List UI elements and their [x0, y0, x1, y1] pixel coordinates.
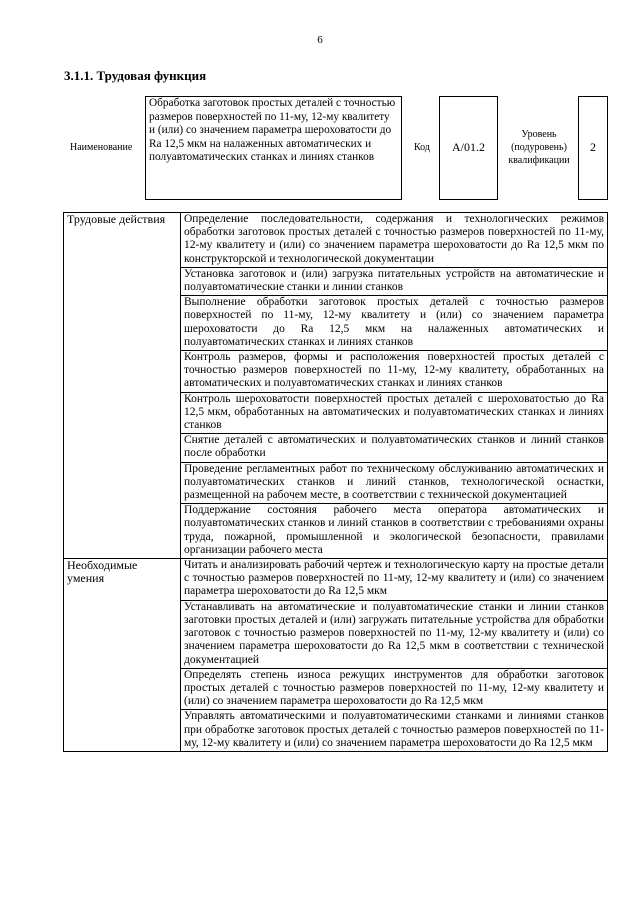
item-cell: Контроль размеров, формы и расположения поверхностей простых деталей с точностью размеров поверхностей по 11-му, 12-му квалитету, обработанных на автоматических и полуавтоматических станках и линиях станков	[181, 351, 608, 393]
item-cell: Определять степень износа режущих инструментов для обработки заготовок простых деталей с точностью размеров поверхностей по 11-му, 12-му квалитету и (или) со значением параметра шероховатости до Ra 12,5 мкм	[181, 668, 608, 710]
item-cell: Выполнение обработки заготовок простых деталей с точностью размеров поверхностей по 11-му, 12-му квалитету и (или) со значением параметра шероховатости до Ra 12,5 мкм на налаженных автоматических и полуавтоматических станках и линиях станков	[181, 296, 608, 351]
item-cell: Управлять автоматическими и полуавтоматическими станками и линиями станков при обработке заготовок простых деталей с точностью размеров поверхностей по 11-му, 12-му квалитету и (или) со значением параметра шероховатости до Ra 12,5 мкм	[181, 710, 608, 752]
item-cell: Устанавливать на автоматические и полуавтоматические станки и линии станков заготовки простых деталей и (или) загружать питательные устройства для обработки заготовок с точностью размеров поверхностей по 11-му, 12-му квалитету и (или) со значением параметра шероховатости до Ra 12,5 мкм в соответствии с технической документацией	[181, 600, 608, 668]
code-value: А/01.2	[439, 96, 498, 200]
item-cell: Поддержание состояния рабочего места оператора автоматических и полуавтоматических станков и линий станков в соответствии с требованиями охраны труда, пожарной, промышленной и экологической безопасности, правилами организации рабочего места	[181, 504, 608, 559]
item-cell: Установка заготовок и (или) загрузка питательных устройств на автоматические и полуавтоматические станки и линии станков	[181, 267, 608, 295]
level-label: Уровень (подуровень) квалификации	[508, 129, 570, 166]
item-cell: Определение последовательности, содержания и технологических режимов обработки заготовок простых деталей с точностью размеров поверхностей по 11-му, 12-му квалитету и (или) со значением параметра шероховатости до Ra 12,5 мкм по конструкторской и технологической документации	[181, 213, 608, 268]
item-cell: Проведение регламентных работ по техническому обслуживанию автоматических и полуавтоматических станков и линий станков, технологической оснастки, размещенной на рабочем месте, в соответствии с технической документацией	[181, 462, 608, 504]
level-value: 2	[578, 96, 608, 200]
table-row	[64, 559, 608, 601]
item-cell: Снятие деталей с автоматических и полуавтоматических станков и линий станков после обработки	[181, 434, 608, 462]
page-number: 6	[317, 34, 323, 46]
category-cell: Необходимые умения	[64, 559, 181, 752]
function-table-body	[64, 213, 608, 752]
function-table	[63, 212, 608, 752]
function-title: Обработка заготовок простых деталей с точностью размеров поверхностей по 11-му, 12-му квалитету и (или) со значением параметра шероховатости до Ra 12,5 мкм на налаженных автоматических и полуавтоматических станках и линиях станков	[145, 96, 402, 200]
section-title: 3.1.1. Трудовая функция	[64, 68, 207, 83]
name-label: Наименование	[70, 142, 133, 153]
code-label: Код	[414, 142, 430, 153]
table-row	[64, 213, 608, 268]
item-cell: Контроль шероховатости поверхностей простых деталей с шероховатостью до Ra 12,5 мкм, обработанных на автоматических и полуавтоматических станках и линиях станков	[181, 392, 608, 434]
category-cell: Трудовые действия	[64, 213, 181, 559]
item-cell: Читать и анализировать рабочий чертеж и технологическую карту на простые детали с точностью размеров поверхностей по 11-му, 12-му квалитету и (или) со значением параметра шероховатости до Ra 12,5 мкм	[181, 559, 608, 601]
